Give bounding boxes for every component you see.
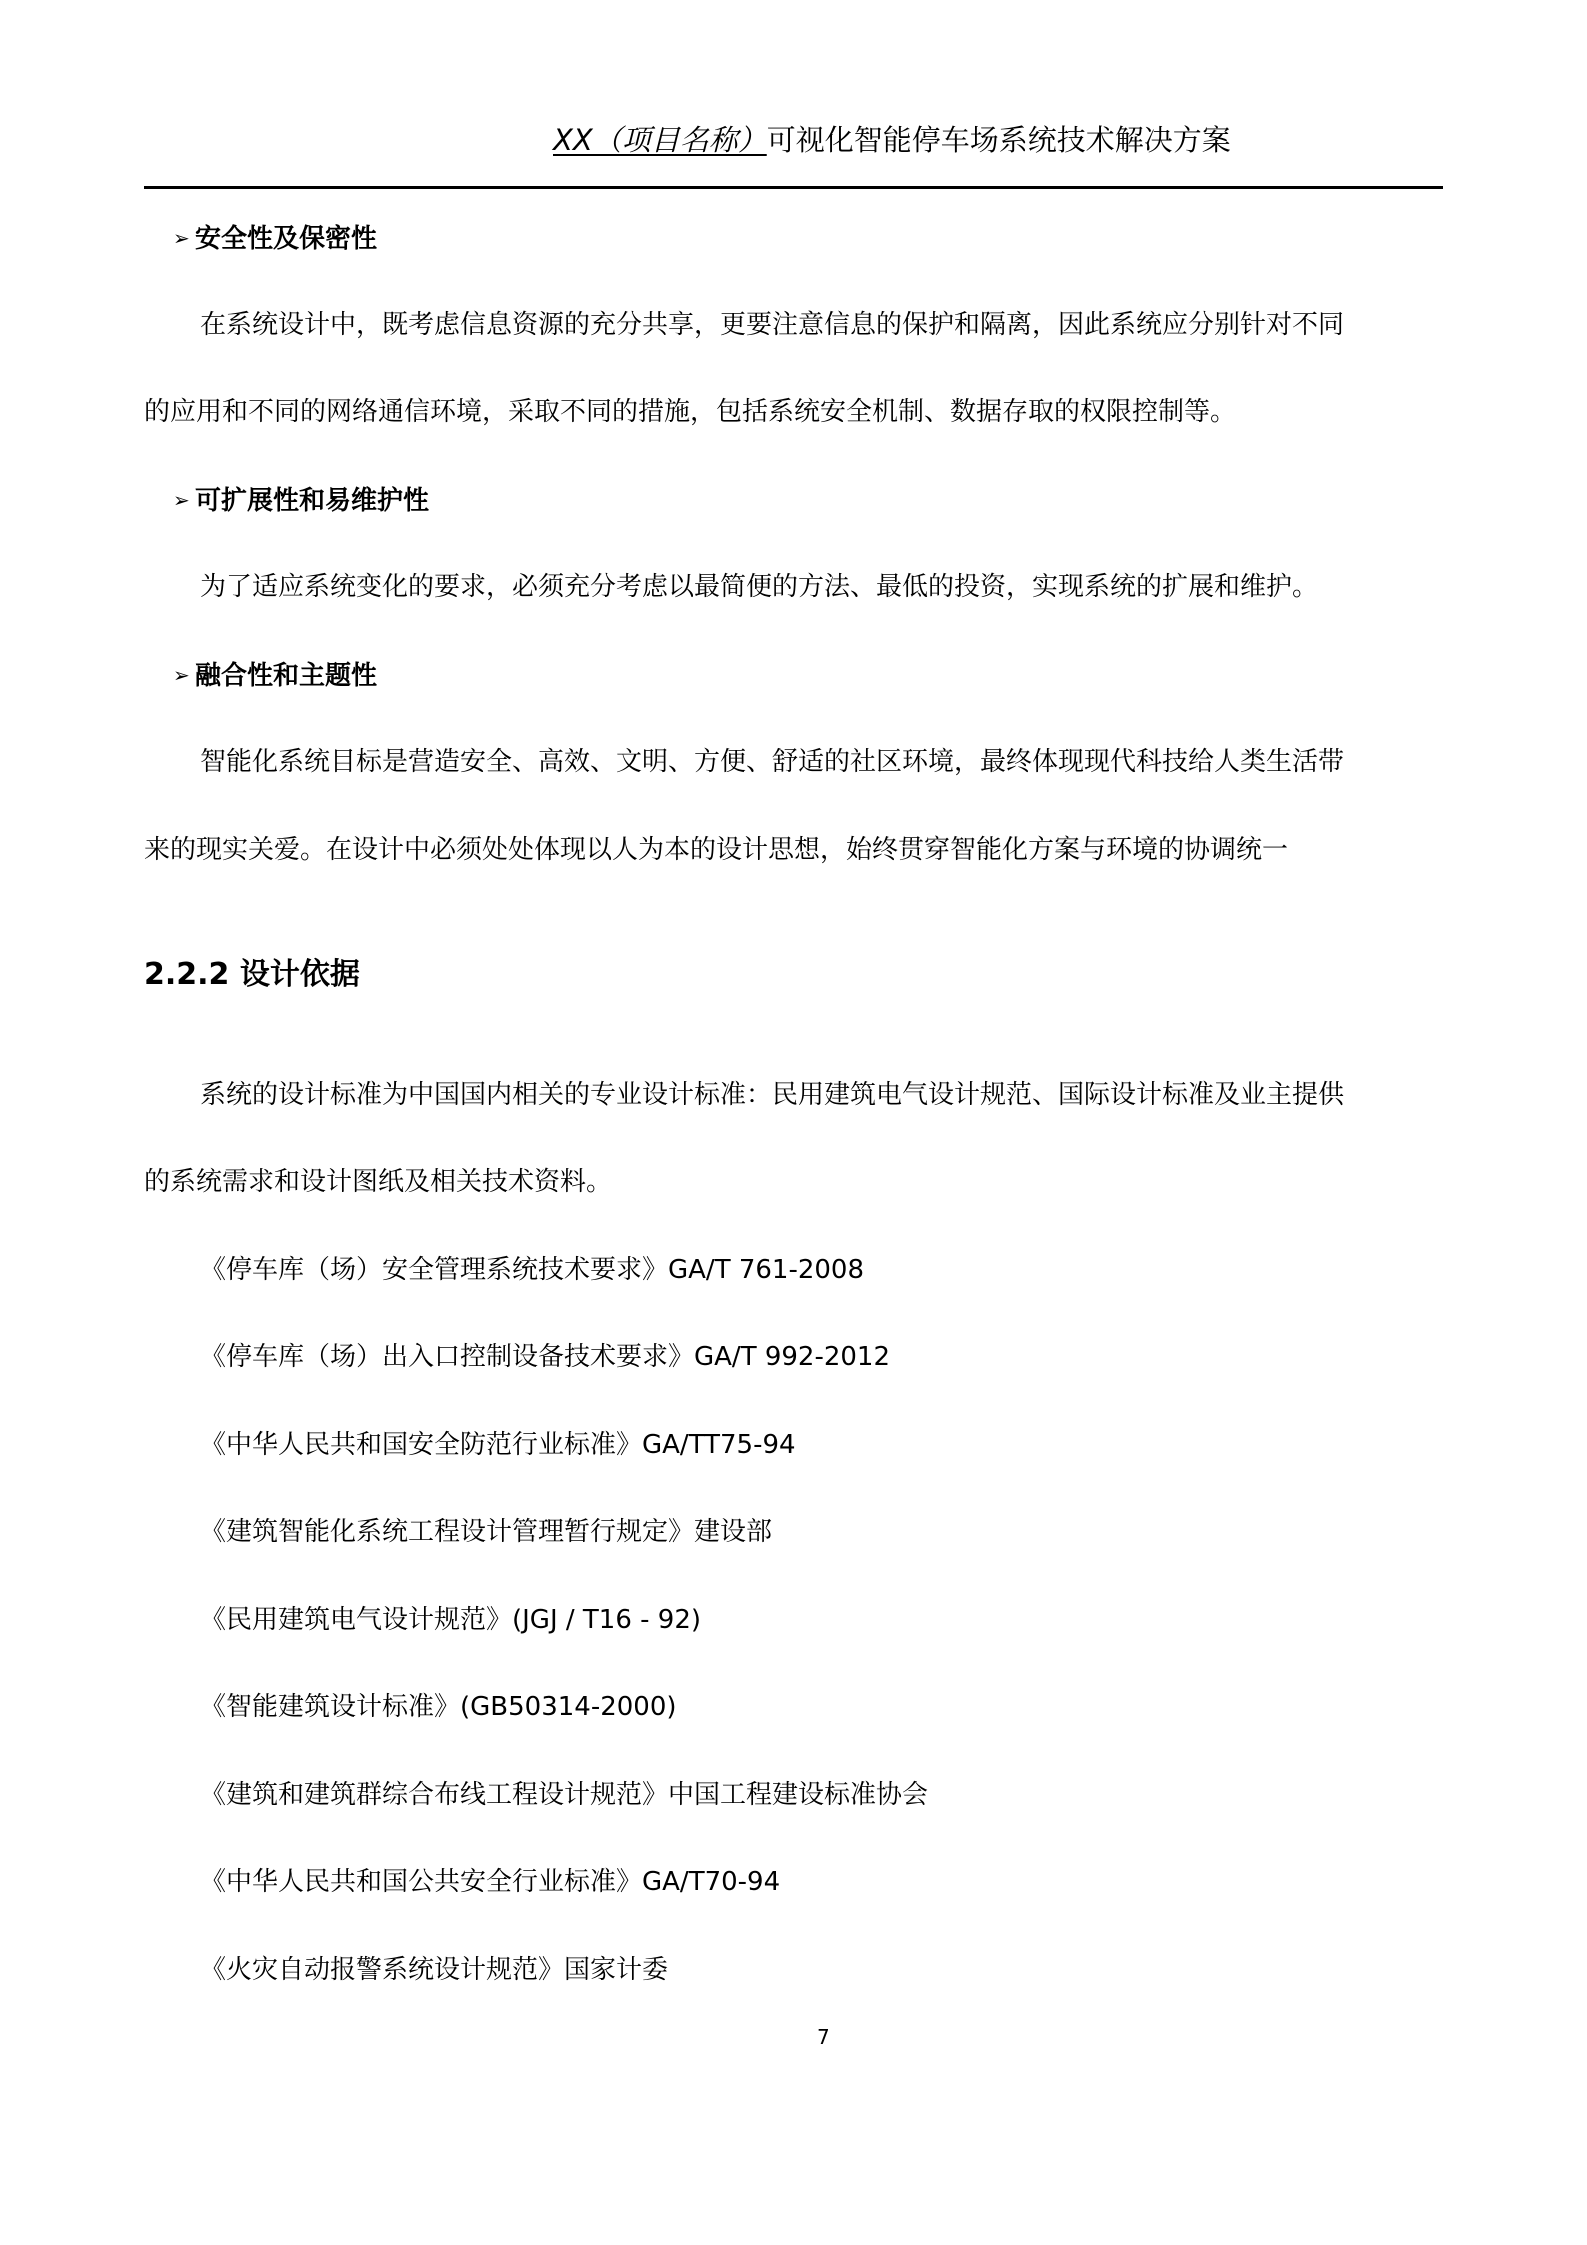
paragraph-line: 系统的设计标准为中国国内相关的专业设计标准：民用建筑电气设计规范、国际设计标准及业主提供 [200, 1080, 1345, 1110]
bullet-heading-text: 融合性和主题性 [195, 661, 378, 691]
bullet-heading-extensibility [173, 480, 429, 521]
document-title: 可视化智能停车场系统技术解决方案 [766, 123, 1231, 157]
page-header [553, 120, 1231, 160]
paragraph-line: 智能化系统目标是营造安全、高效、文明、方便、舒适的社区环境，最终体现现代科技给人类生活带 [200, 747, 1345, 777]
arrow-bullet-icon: ➢ [173, 226, 190, 250]
paragraph-line: 的应用和不同的网络通信环境，采取不同的措施，包括系统安全机制、数据存取的权限控制等。 [144, 397, 1237, 427]
bullet-heading-text: 安全性及保密性 [195, 224, 378, 254]
reference-item: 《民用建筑电气设计规范》(JGJ / T16 - 92) [200, 1605, 702, 1635]
paragraph-line: 在系统设计中，既考虑信息资源的充分共享，更要注意信息的保护和隔离，因此系统应分别针对不同 [200, 310, 1345, 340]
reference-item: 《火灾自动报警系统设计规范》国家计委 [200, 1955, 669, 1985]
paragraph-line: 的系统需求和设计图纸及相关技术资料。 [144, 1167, 613, 1197]
paragraph-line: 来的现实关爱。在设计中必须处处体现以人为本的设计思想，始终贯穿智能化方案与环境的协调统一 [144, 835, 1289, 865]
bullet-heading-integration [173, 655, 377, 696]
reference-item: 《停车库（场）出入口控制设备技术要求》GA/T 992-2012 [200, 1342, 891, 1372]
arrow-bullet-icon: ➢ [173, 663, 190, 687]
reference-item: 《建筑智能化系统工程设计管理暂行规定》建设部 [200, 1517, 773, 1547]
section-heading: 2.2.2 设计依据 [144, 957, 360, 992]
reference-item: 《中华人民共和国公共安全行业标准》GA/T70-94 [200, 1867, 781, 1897]
reference-item: 《建筑和建筑群综合布线工程设计规范》中国工程建设标准协会 [200, 1780, 929, 1810]
project-name-placeholder: XX（项目名称） [553, 123, 767, 157]
bullet-heading-text: 可扩展性和易维护性 [195, 486, 430, 516]
arrow-bullet-icon: ➢ [173, 488, 190, 512]
reference-item: 《停车库（场）安全管理系统技术要求》GA/T 761-2008 [200, 1255, 865, 1285]
reference-item: 《智能建筑设计标准》(GB50314-2000) [200, 1692, 677, 1722]
bullet-heading-security [173, 218, 377, 259]
reference-item: 《中华人民共和国安全防范行业标准》GA/TT75-94 [200, 1430, 796, 1460]
header-rule [144, 186, 1443, 189]
paragraph-line: 为了适应系统变化的要求，必须充分考虑以最简便的方法、最低的投资，实现系统的扩展和维护。 [200, 572, 1319, 602]
page-number: 7 [817, 2025, 830, 2049]
